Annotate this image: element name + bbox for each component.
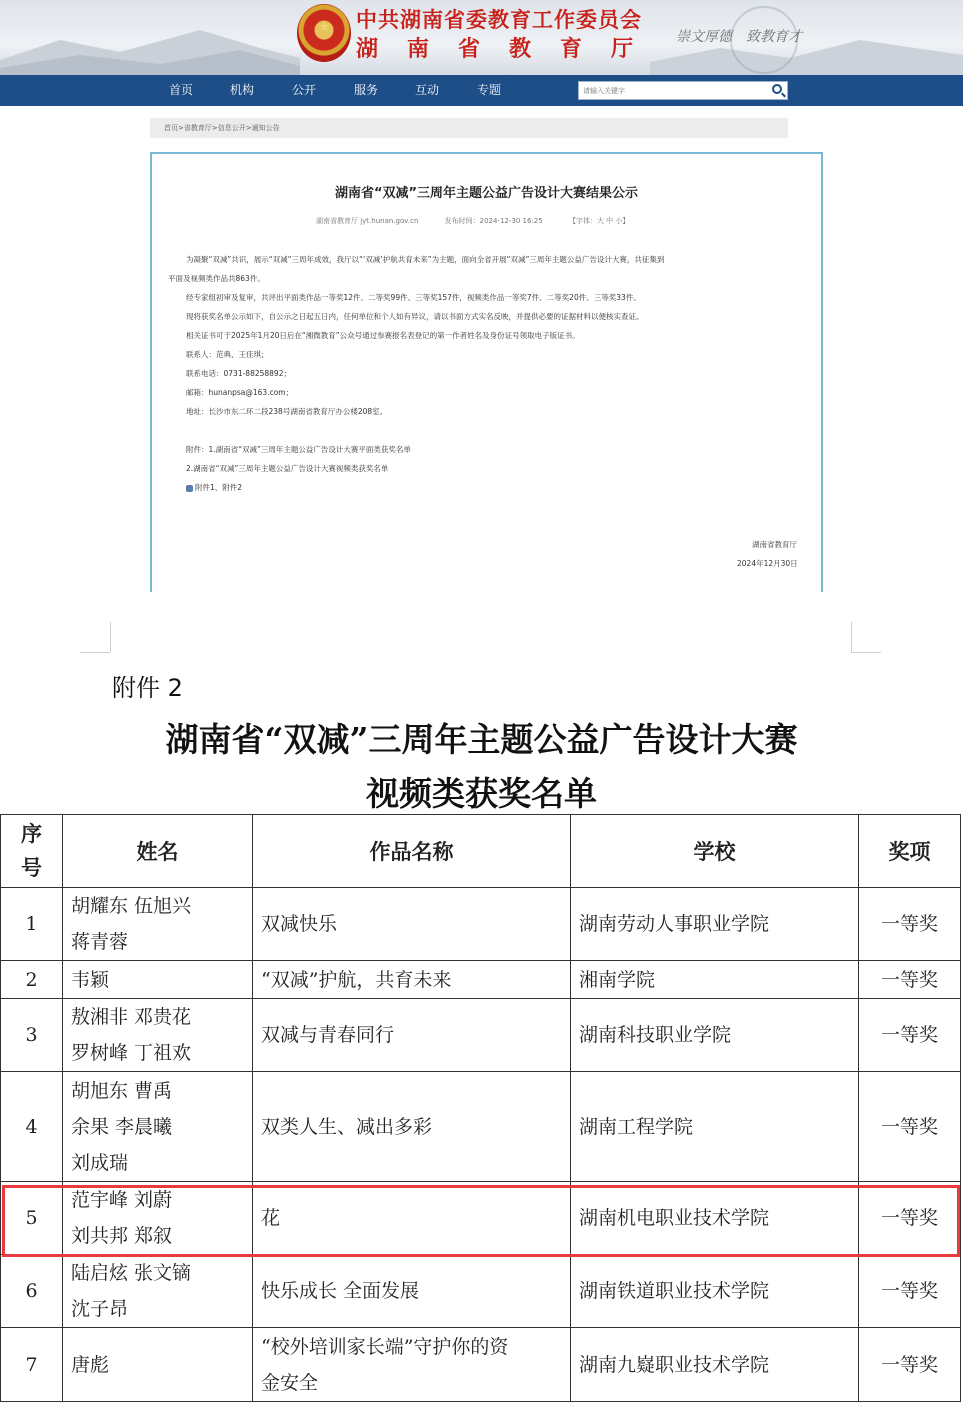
name-line: 余果 李晨曦 — [71, 1115, 173, 1138]
cell-names — [63, 1328, 253, 1402]
work-line: 双类人生、减出多彩 — [261, 1115, 433, 1138]
column-header-name: 姓名 — [63, 815, 253, 888]
attachment-link[interactable] — [186, 482, 242, 493]
name-line: 敖湘非 邓贵花 — [71, 1006, 192, 1028]
cell-no: 1 — [1, 888, 63, 961]
article-paragraph: 平面及视频类作品共863件。 — [168, 274, 265, 283]
column-header-work: 作品名称 — [253, 815, 571, 888]
page-corner-mark — [80, 652, 110, 653]
name-line: 沈子昂 — [71, 1298, 129, 1320]
nav-item-disclosure[interactable]: 公开 — [292, 83, 317, 97]
cell-names — [63, 888, 253, 961]
column-header-no: 序号 — [1, 815, 63, 888]
table-row — [1, 1182, 961, 1255]
nav-item-home[interactable]: 首页 — [169, 83, 194, 97]
article-panel — [150, 152, 823, 592]
name-line: 胡耀东 伍旭兴 — [71, 895, 192, 917]
cell-school: 湖南工程学院 — [571, 1072, 859, 1182]
cell-no: 3 — [1, 999, 63, 1072]
cell-names — [63, 1072, 253, 1182]
cell-work — [253, 1328, 571, 1402]
work-line: “双减”护航，共育未来 — [261, 968, 452, 991]
site-motto: 崇文厚德 致教育才 — [676, 29, 802, 45]
column-header-school: 学校 — [571, 815, 859, 888]
search-input[interactable] — [583, 84, 763, 97]
name-line: 韦颖 — [71, 968, 110, 991]
article-published: 发布时间：2024-12-30 16:25 — [444, 217, 543, 225]
annex-label: 附件 2 — [112, 674, 183, 702]
search-icon[interactable] — [772, 84, 782, 94]
article-title: 湖南省“双减”三周年主题公益广告设计大赛结果公示 — [334, 186, 639, 201]
name-line: 刘共邦 郑叙 — [71, 1225, 173, 1247]
article-paragraph: 现将获奖名单公示如下，自公示之日起五日内，任何单位和个人如有异议，请以书面方式实名反映，并提供必要的证据材料以便核实查证。 — [186, 312, 644, 321]
cell-names — [63, 1182, 253, 1255]
name-line: 胡旭东 曹禹 — [71, 1079, 173, 1102]
page-corner-mark — [851, 652, 881, 653]
cell-no: 7 — [1, 1328, 63, 1402]
cell-no: 5 — [1, 1182, 63, 1255]
cell-school: 湘南学院 — [571, 961, 859, 999]
attachment-line-2: 2.湖南省“双减”三周年主题公益广告设计大赛视频类获奖名单 — [186, 464, 389, 473]
cell-school: 湖南劳动人事职业学院 — [571, 888, 859, 961]
name-line: 陆启炫 张文镝 — [71, 1262, 192, 1284]
table-row — [1, 1072, 961, 1182]
attachment-line-1: 附件：1.湖南省“双减”三周年主题公益广告设计大赛平面类获奖名单 — [186, 445, 411, 454]
table-header-row — [1, 815, 961, 888]
contact-person: 联系人：范典、王佳琪； — [186, 350, 269, 359]
font-size-switcher[interactable]: 【字体：大 中 小】 — [568, 217, 630, 225]
article-source: 湖南省教育厅 jyt.hunan.gov.cn — [316, 217, 419, 225]
breadcrumb[interactable]: 首页>省教育厅>信息公开>通知公告 — [150, 118, 788, 138]
cell-names — [63, 1255, 253, 1328]
attachment-link-label: 附件1、附件2 — [195, 483, 243, 492]
cell-work — [253, 999, 571, 1072]
table-row — [1, 888, 961, 961]
cell-work — [253, 888, 571, 961]
cell-no: 6 — [1, 1255, 63, 1328]
nav-item-interaction[interactable]: 互动 — [415, 83, 440, 97]
cell-award: 一等奖 — [859, 888, 961, 961]
cell-no: 2 — [1, 961, 63, 999]
table-row — [1, 1255, 961, 1328]
cell-work — [253, 961, 571, 999]
column-header-award: 奖项 — [859, 815, 961, 888]
document-title-line2: 视频类获奖名单 — [366, 774, 597, 813]
name-line: 唐彪 — [71, 1353, 110, 1376]
contact-phone: 联系电话：0731-88258892； — [186, 369, 291, 378]
nav-item-services[interactable]: 服务 — [354, 83, 379, 97]
nav-item-organization[interactable]: 机构 — [230, 83, 255, 97]
cell-school: 湖南科技职业学院 — [571, 999, 859, 1072]
sign-organization: 湖南省教育厅 — [752, 540, 797, 549]
work-line: 花 — [261, 1207, 281, 1229]
article-meta — [316, 216, 653, 226]
contact-address: 地址：长沙市东二环二段238号湖南省教育厅办公楼208室。 — [186, 407, 388, 416]
main-nav — [0, 75, 963, 106]
work-line: 双减与青春同行 — [261, 1024, 395, 1046]
cell-award: 一等奖 — [859, 1182, 961, 1255]
page-corner-mark — [110, 622, 111, 652]
org-name-primary: 中共湖南省委教育工作委员会 — [356, 7, 642, 32]
article-paragraph: 相关证书可于2025年1月20日后在“湘微教育”公众号通过参赛报名表登记的第一作者姓名及身份证号领取电子版证书。 — [186, 331, 580, 340]
cell-award: 一等奖 — [859, 961, 961, 999]
page-corner-mark — [851, 622, 852, 652]
nav-item-topics[interactable]: 专题 — [477, 83, 502, 97]
cell-school: 湖南机电职业技术学院 — [571, 1182, 859, 1255]
national-emblem-icon: ★ — [297, 4, 351, 62]
name-line: 刘成瑞 — [71, 1151, 129, 1174]
name-line: 范宇峰 刘蔚 — [71, 1189, 173, 1211]
article-paragraph: 为凝聚“双减”共识，展示“双减”三周年成效，我厅以“‘双减’护航共育未来”为主题，面向全省开展“双减”三周年主题公益广告设计大赛，共征集到 — [186, 255, 665, 264]
work-line: 金安全 — [261, 1371, 319, 1394]
cell-award: 一等奖 — [859, 1328, 961, 1402]
contact-email: 邮箱：hunanpsa@163.com； — [186, 388, 294, 397]
name-line: 罗树峰 丁祖欢 — [71, 1042, 192, 1064]
cell-work — [253, 1255, 571, 1328]
cell-no: 4 — [1, 1072, 63, 1182]
cell-school: 湖南铁道职业技术学院 — [571, 1255, 859, 1328]
search-box — [578, 81, 788, 100]
document-title-line1: 湖南省“双减”三周年主题公益广告设计大赛 — [165, 720, 798, 759]
org-name-secondary: 湖南省教育厅 — [356, 36, 663, 62]
work-line: “校外培训家长端”守护你的资 — [261, 1335, 509, 1358]
site-header — [0, 0, 963, 75]
article-paragraph: 经专家组初审及复审，共评出平面类作品一等奖12件、二等奖99件、三等奖157件，视频类作品一等奖7件、二等奖20件、三等奖33件。 — [186, 293, 641, 302]
attachment-icon — [186, 485, 193, 492]
table-row — [1, 1328, 961, 1402]
table-row — [1, 999, 961, 1072]
cell-names — [63, 961, 253, 999]
cell-work — [253, 1182, 571, 1255]
cell-award: 一等奖 — [859, 1072, 961, 1182]
work-line: 快乐成长 全面发展 — [261, 1280, 420, 1302]
cell-work — [253, 1072, 571, 1182]
sign-date: 2024年12月30日 — [737, 559, 798, 568]
work-line: 双减快乐 — [261, 913, 338, 935]
award-table — [0, 814, 961, 1402]
cell-award: 一等奖 — [859, 1255, 961, 1328]
table-row — [1, 961, 961, 999]
name-line: 蒋青蓉 — [71, 931, 129, 953]
cell-school: 湖南九嶷职业技术学院 — [571, 1328, 859, 1402]
cell-names — [63, 999, 253, 1072]
cell-award: 一等奖 — [859, 999, 961, 1072]
